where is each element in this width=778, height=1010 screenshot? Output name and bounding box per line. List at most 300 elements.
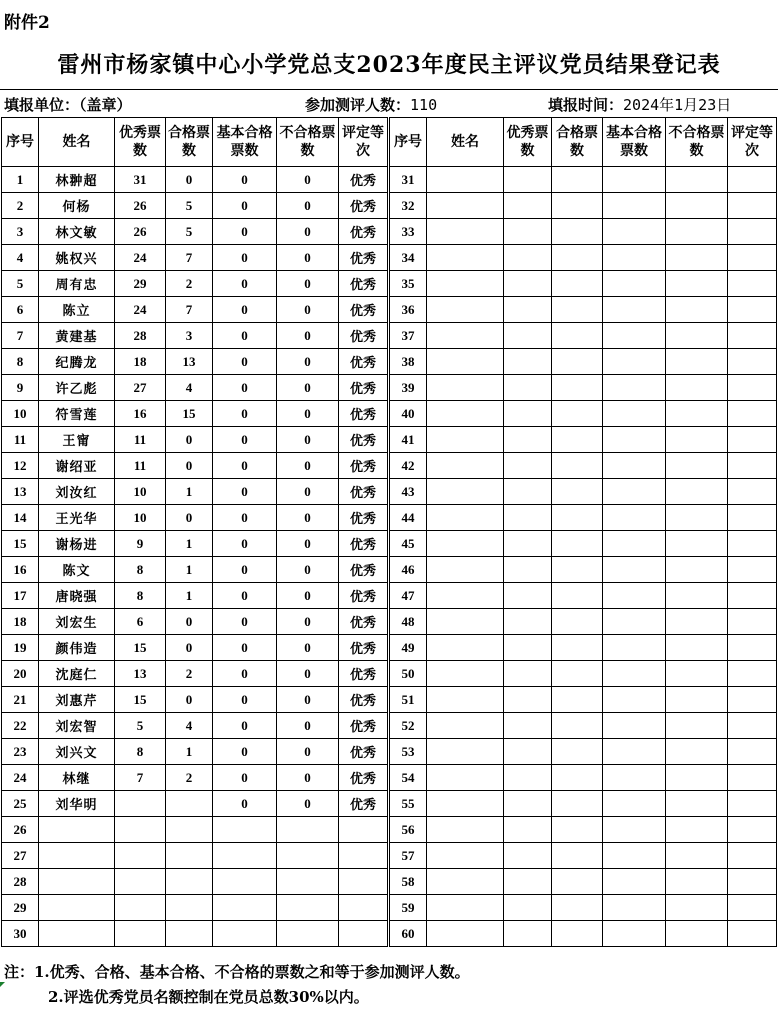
cell-seq-right: 35 [389,271,427,297]
cell-excellent-right [504,739,552,765]
cell-name: 谢绍亚 [39,453,115,479]
table-body [2,167,777,947]
cell-basic: 0 [213,375,277,401]
cell-grade-right [728,219,777,245]
cell-qualified-right [552,479,603,505]
cell-name-right [427,167,504,193]
cell-excellent-right [504,635,552,661]
cell-name-right [427,401,504,427]
cell-basic-right [603,687,666,713]
cell-grade-right [728,557,777,583]
cell-seq: 24 [2,765,39,791]
cell-name: 何杨 [39,193,115,219]
cell-basic: 0 [213,791,277,817]
cell-name: 刘兴文 [39,739,115,765]
cell-basic-right [603,427,666,453]
cell-qualified: 2 [166,765,213,791]
cell-name-right [427,791,504,817]
cell-name: 刘宏生 [39,609,115,635]
cell-unqualified: 0 [277,271,339,297]
cell-basic: 0 [213,739,277,765]
cell-excellent: 10 [115,479,166,505]
cell-unqualified-right [666,297,728,323]
cell-grade-right [728,349,777,375]
cell-grade-right [728,765,777,791]
table-header-row [2,118,777,167]
evaluation-table [1,117,777,947]
cell-excellent: 27 [115,375,166,401]
cell-unqualified-right [666,635,728,661]
cell-grade: 优秀 [339,427,389,453]
cell-grade-right [728,193,777,219]
cell-excellent-right [504,583,552,609]
cell-qualified-right [552,739,603,765]
header-qualified-right: 合格票数 [552,118,603,167]
cell-name-right [427,349,504,375]
cell-grade-right [728,167,777,193]
table-row [2,427,777,453]
cell-name: 林翀超 [39,167,115,193]
table-row [2,375,777,401]
cell-basic: 0 [213,479,277,505]
header-qualified: 合格票数 [166,118,213,167]
cell-unqualified: 0 [277,583,339,609]
cell-name-right [427,895,504,921]
cell-name: 陈文 [39,557,115,583]
cell-unqualified-right [666,765,728,791]
cell-qualified-right [552,323,603,349]
cell-basic: 0 [213,609,277,635]
cell-name [39,895,115,921]
cell-grade-right [728,869,777,895]
cell-qualified: 13 [166,349,213,375]
cell-excellent-right [504,453,552,479]
cell-seq: 28 [2,869,39,895]
cell-seq-right: 44 [389,505,427,531]
cell-unqualified: 0 [277,375,339,401]
cell-grade-right [728,635,777,661]
cell-basic-right [603,791,666,817]
cell-grade: 优秀 [339,687,389,713]
cell-unqualified: 0 [277,401,339,427]
cell-grade: 优秀 [339,557,389,583]
title-divider [0,89,778,90]
cell-seq: 19 [2,635,39,661]
cell-unqualified-right [666,869,728,895]
cell-excellent [115,921,166,947]
cell-unqualified: 0 [277,349,339,375]
cell-excellent: 11 [115,427,166,453]
cell-basic: 0 [213,193,277,219]
cell-seq-right: 56 [389,817,427,843]
cell-excellent: 16 [115,401,166,427]
table-row [2,635,777,661]
cell-excellent: 6 [115,609,166,635]
cell-qualified-right [552,375,603,401]
table-row [2,271,777,297]
cell-basic: 0 [213,219,277,245]
footnote-1: 注：1.优秀、合格、基本合格、不合格的票数之和等于参加测评人数。 [4,963,470,981]
cell-unqualified [277,843,339,869]
fill-date [548,94,731,115]
cell-grade-right [728,479,777,505]
table-row [2,245,777,271]
header-unqualified-right: 不合格票数 [666,118,728,167]
participant-count [305,94,437,115]
cell-basic: 0 [213,531,277,557]
cell-seq: 13 [2,479,39,505]
cell-seq-right: 50 [389,661,427,687]
cell-unqualified [277,817,339,843]
cell-unqualified: 0 [277,609,339,635]
cell-name-right [427,843,504,869]
cell-qualified-right [552,453,603,479]
cell-qualified-right [552,193,603,219]
cell-grade-right [728,505,777,531]
cell-grade: 优秀 [339,479,389,505]
cell-basic-right [603,505,666,531]
cell-qualified [166,791,213,817]
cell-basic-right [603,817,666,843]
cell-basic [213,895,277,921]
cell-excellent-right [504,479,552,505]
cell-seq-right: 51 [389,687,427,713]
cell-grade-right [728,245,777,271]
cell-grade-right [728,895,777,921]
cell-excellent: 13 [115,661,166,687]
cell-unqualified-right [666,505,728,531]
cell-grade: 优秀 [339,401,389,427]
cell-basic-right [603,375,666,401]
cell-qualified: 1 [166,531,213,557]
cell-basic: 0 [213,245,277,271]
cell-excellent-right [504,349,552,375]
cell-unqualified-right [666,713,728,739]
header-unqualified: 不合格票数 [277,118,339,167]
participant-count-value: 110 [410,96,438,114]
cell-name-right [427,713,504,739]
cell-basic-right [603,219,666,245]
fill-date-label: 填报时间： [548,96,624,114]
header-excellent-right: 优秀票数 [504,118,552,167]
header-seq-right: 序号 [389,118,427,167]
cell-seq-right: 43 [389,479,427,505]
cell-excellent: 8 [115,739,166,765]
cell-excellent-right [504,297,552,323]
cell-grade: 优秀 [339,297,389,323]
cell-grade-right [728,713,777,739]
cell-basic: 0 [213,167,277,193]
cell-basic: 0 [213,557,277,583]
cell-basic: 0 [213,297,277,323]
cell-name: 周有忠 [39,271,115,297]
cell-excellent-right [504,427,552,453]
cell-grade-right [728,271,777,297]
cell-unqualified-right [666,479,728,505]
participant-count-label: 参加测评人数： [305,96,411,114]
cell-excellent-right [504,609,552,635]
cell-excellent-right [504,661,552,687]
cell-excellent [115,817,166,843]
cell-basic [213,843,277,869]
cell-qualified-right [552,297,603,323]
cell-grade-right [728,427,777,453]
cell-seq-right: 59 [389,895,427,921]
cell-qualified: 0 [166,453,213,479]
cell-excellent [115,895,166,921]
cell-basic-right [603,479,666,505]
cell-qualified: 1 [166,739,213,765]
cell-unqualified: 0 [277,453,339,479]
cell-excellent: 31 [115,167,166,193]
cell-name-right [427,323,504,349]
cell-name-right [427,687,504,713]
cell-excellent-right [504,167,552,193]
cell-grade: 优秀 [339,635,389,661]
cell-grade: 优秀 [339,765,389,791]
cell-qualified [166,921,213,947]
fill-unit-text: 填报单位：（盖章） [4,96,132,114]
cell-excellent-right [504,505,552,531]
cell-unqualified-right [666,401,728,427]
cell-qualified [166,843,213,869]
cell-grade-right [728,531,777,557]
cell-excellent-right [504,219,552,245]
cell-grade [339,921,389,947]
cell-basic-right [603,739,666,765]
cell-qualified-right [552,349,603,375]
cell-seq-right: 31 [389,167,427,193]
cell-grade: 优秀 [339,791,389,817]
cell-basic-right [603,297,666,323]
cell-grade: 优秀 [339,349,389,375]
cell-seq: 16 [2,557,39,583]
header-name: 姓名 [39,118,115,167]
cell-name-right [427,531,504,557]
cell-excellent: 15 [115,687,166,713]
cell-unqualified: 0 [277,427,339,453]
cell-qualified-right [552,531,603,557]
cell-seq-right: 39 [389,375,427,401]
cell-seq: 7 [2,323,39,349]
cell-name-right [427,661,504,687]
cell-basic-right [603,843,666,869]
cell-basic-right [603,713,666,739]
cell-seq: 26 [2,817,39,843]
cell-qualified: 0 [166,687,213,713]
cell-unqualified-right [666,453,728,479]
cell-name-right [427,921,504,947]
cell-qualified-right [552,245,603,271]
cell-name: 王甯 [39,427,115,453]
cell-name-right [427,219,504,245]
table-row [2,661,777,687]
cell-name-right [427,245,504,271]
cell-excellent-right [504,245,552,271]
cell-grade-right [728,297,777,323]
cell-unqualified-right [666,245,728,271]
cell-basic-right [603,765,666,791]
cell-name: 唐晓强 [39,583,115,609]
cell-seq-right: 32 [389,193,427,219]
cell-unqualified [277,869,339,895]
cell-basic-right [603,609,666,635]
cell-seq: 4 [2,245,39,271]
header-basic-right: 基本合格票数 [603,118,666,167]
cell-excellent-right [504,375,552,401]
cell-qualified: 7 [166,245,213,271]
fill-unit-label [4,94,132,115]
cell-qualified: 0 [166,167,213,193]
cell-unqualified-right [666,271,728,297]
footnotes [4,960,470,1010]
cell-excellent-right [504,843,552,869]
table-row [2,531,777,557]
cell-name [39,921,115,947]
cell-seq: 23 [2,739,39,765]
table-row [2,479,777,505]
cell-qualified: 1 [166,583,213,609]
cell-unqualified [277,895,339,921]
table-row [2,713,777,739]
cell-unqualified-right [666,895,728,921]
cell-name-right [427,635,504,661]
cell-basic: 0 [213,687,277,713]
cell-excellent-right [504,895,552,921]
table-row [2,895,777,921]
cell-seq-right: 52 [389,713,427,739]
cell-seq: 27 [2,843,39,869]
cell-seq-right: 46 [389,557,427,583]
cell-grade: 优秀 [339,167,389,193]
cell-seq: 10 [2,401,39,427]
cell-grade [339,895,389,921]
cell-name: 王光华 [39,505,115,531]
cell-grade: 优秀 [339,193,389,219]
cell-name-right [427,765,504,791]
table-row [2,323,777,349]
cell-basic-right [603,323,666,349]
cell-basic [213,817,277,843]
cell-basic: 0 [213,427,277,453]
cell-unqualified: 0 [277,323,339,349]
cell-seq-right: 47 [389,583,427,609]
cell-seq: 12 [2,453,39,479]
cell-grade [339,817,389,843]
cell-seq: 18 [2,609,39,635]
cell-basic-right [603,349,666,375]
cell-name-right [427,479,504,505]
cell-excellent [115,843,166,869]
table-row [2,453,777,479]
cell-qualified-right [552,765,603,791]
cell-basic: 0 [213,713,277,739]
cell-qualified-right [552,271,603,297]
cell-seq-right: 33 [389,219,427,245]
cell-qualified-right [552,167,603,193]
cell-grade: 优秀 [339,219,389,245]
cell-basic-right [603,193,666,219]
cell-seq-right: 36 [389,297,427,323]
cell-qualified-right [552,687,603,713]
cell-grade: 优秀 [339,609,389,635]
header-name-right: 姓名 [427,118,504,167]
cell-basic-right [603,531,666,557]
cell-excellent: 24 [115,245,166,271]
cell-grade-right [728,609,777,635]
cell-seq: 30 [2,921,39,947]
cell-qualified: 2 [166,661,213,687]
cell-excellent: 7 [115,765,166,791]
cell-name [39,843,115,869]
cell-basic-right [603,245,666,271]
cell-name: 刘华明 [39,791,115,817]
header-seq: 序号 [2,118,39,167]
table-row [2,921,777,947]
cell-seq: 21 [2,687,39,713]
cell-name-right [427,297,504,323]
cell-excellent-right [504,557,552,583]
cell-name-right [427,869,504,895]
page-title: 雷州市杨家镇中心小学党总支2023年度民主评议党员结果登记表 [57,52,721,78]
cell-grade: 优秀 [339,245,389,271]
table-row [2,219,777,245]
cell-unqualified: 0 [277,245,339,271]
cell-unqualified: 0 [277,193,339,219]
cell-excellent-right [504,271,552,297]
cell-name [39,869,115,895]
cell-qualified: 7 [166,297,213,323]
cell-unqualified: 0 [277,479,339,505]
cell-excellent-right [504,791,552,817]
cell-grade [339,869,389,895]
table-row [2,817,777,843]
cell-unqualified-right [666,661,728,687]
cell-seq: 29 [2,895,39,921]
cell-unqualified: 0 [277,661,339,687]
cell-name-right [427,505,504,531]
cell-qualified: 2 [166,271,213,297]
cell-basic: 0 [213,661,277,687]
cell-qualified: 0 [166,635,213,661]
cell-name-right [427,557,504,583]
cell-seq-right: 41 [389,427,427,453]
cell-qualified: 1 [166,557,213,583]
cell-excellent-right [504,323,552,349]
cell-seq-right: 60 [389,921,427,947]
cell-qualified-right [552,219,603,245]
cell-qualified-right [552,791,603,817]
cell-name: 纪腾龙 [39,349,115,375]
cell-basic: 0 [213,583,277,609]
cell-qualified-right [552,921,603,947]
cell-seq: 11 [2,427,39,453]
cell-seq: 2 [2,193,39,219]
cell-seq-right: 38 [389,349,427,375]
cell-excellent: 15 [115,635,166,661]
cell-excellent: 8 [115,557,166,583]
cell-unqualified-right [666,921,728,947]
cell-excellent: 5 [115,713,166,739]
cell-qualified-right [552,843,603,869]
cell-qualified: 5 [166,193,213,219]
cell-qualified-right [552,635,603,661]
cell-grade: 优秀 [339,453,389,479]
cell-basic-right [603,895,666,921]
table-row [2,167,777,193]
cell-basic-right [603,921,666,947]
cell-basic: 0 [213,505,277,531]
